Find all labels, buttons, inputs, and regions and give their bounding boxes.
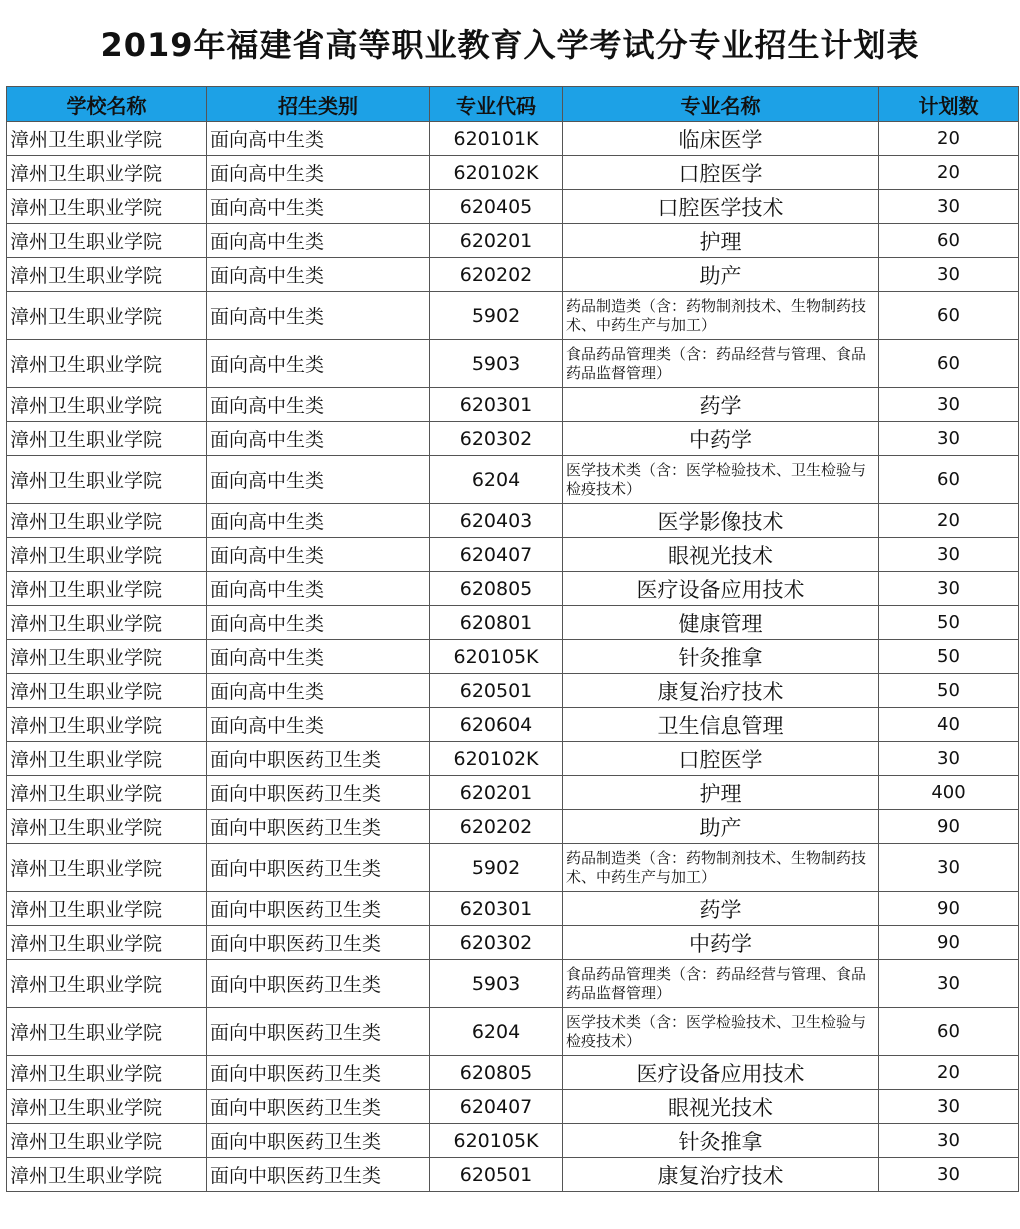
category-cell: 面向中职医药卫生类 [207, 892, 430, 926]
school-cell: 漳州卫生职业学院 [7, 960, 207, 1008]
code-cell: 620407 [430, 1090, 563, 1124]
school-cell: 漳州卫生职业学院 [7, 1056, 207, 1090]
category-cell: 面向高中生类 [207, 156, 430, 190]
table-row [7, 122, 1019, 156]
plan-cell: 30 [879, 844, 1019, 892]
plan-cell: 90 [879, 810, 1019, 844]
major-cell: 口腔医学 [563, 156, 879, 190]
code-cell: 620101K [430, 122, 563, 156]
major-cell: 口腔医学 [563, 742, 879, 776]
plan-cell: 30 [879, 190, 1019, 224]
table-row [7, 1008, 1019, 1056]
category-cell: 面向中职医药卫生类 [207, 776, 430, 810]
table-row [7, 422, 1019, 456]
code-cell: 5902 [430, 844, 563, 892]
school-cell: 漳州卫生职业学院 [7, 1158, 207, 1192]
major-cell: 眼视光技术 [563, 1090, 879, 1124]
plan-cell: 20 [879, 156, 1019, 190]
school-cell: 漳州卫生职业学院 [7, 258, 207, 292]
category-cell: 面向高中生类 [207, 422, 430, 456]
major-cell: 针灸推拿 [563, 640, 879, 674]
table-row [7, 708, 1019, 742]
plan-cell: 50 [879, 606, 1019, 640]
code-cell: 620407 [430, 538, 563, 572]
major-cell: 医疗设备应用技术 [563, 572, 879, 606]
plan-cell: 50 [879, 640, 1019, 674]
major-cell: 药品制造类（含：药物制剂技术、生物制药技术、中药生产与加工） [563, 844, 879, 892]
code-cell: 620302 [430, 422, 563, 456]
major-cell: 眼视光技术 [563, 538, 879, 572]
plan-cell: 30 [879, 742, 1019, 776]
major-cell: 药品制造类（含：药物制剂技术、生物制药技术、中药生产与加工） [563, 292, 879, 340]
school-cell: 漳州卫生职业学院 [7, 456, 207, 504]
plan-cell: 60 [879, 456, 1019, 504]
category-cell: 面向高中生类 [207, 674, 430, 708]
table-row [7, 926, 1019, 960]
plan-cell: 30 [879, 1158, 1019, 1192]
plan-cell: 40 [879, 708, 1019, 742]
school-cell: 漳州卫生职业学院 [7, 926, 207, 960]
plan-cell: 50 [879, 674, 1019, 708]
school-cell: 漳州卫生职业学院 [7, 156, 207, 190]
code-cell: 620405 [430, 190, 563, 224]
school-cell: 漳州卫生职业学院 [7, 776, 207, 810]
plan-cell: 90 [879, 926, 1019, 960]
header-plan: 计划数 [879, 87, 1019, 122]
school-cell: 漳州卫生职业学院 [7, 1090, 207, 1124]
page-title: 2019年福建省高等职业教育入学考试分专业招生计划表 [100, 26, 920, 64]
major-cell: 卫生信息管理 [563, 708, 879, 742]
code-cell: 620302 [430, 926, 563, 960]
school-cell: 漳州卫生职业学院 [7, 708, 207, 742]
school-cell: 漳州卫生职业学院 [7, 606, 207, 640]
header-major: 专业名称 [563, 87, 879, 122]
table-row [7, 1056, 1019, 1090]
code-cell: 620604 [430, 708, 563, 742]
category-cell: 面向高中生类 [207, 538, 430, 572]
major-cell: 健康管理 [563, 606, 879, 640]
school-cell: 漳州卫生职业学院 [7, 122, 207, 156]
table-row [7, 156, 1019, 190]
major-cell: 口腔医学技术 [563, 190, 879, 224]
table-body [7, 122, 1019, 1192]
table-header-row [7, 87, 1019, 122]
category-cell: 面向中职医药卫生类 [207, 844, 430, 892]
plan-cell: 20 [879, 1056, 1019, 1090]
school-cell: 漳州卫生职业学院 [7, 340, 207, 388]
table-row [7, 1124, 1019, 1158]
major-cell: 助产 [563, 810, 879, 844]
school-cell: 漳州卫生职业学院 [7, 292, 207, 340]
code-cell: 6204 [430, 1008, 563, 1056]
category-cell: 面向高中生类 [207, 340, 430, 388]
school-cell: 漳州卫生职业学院 [7, 674, 207, 708]
enrollment-plan-table [6, 86, 1019, 1192]
major-cell: 医学技术类（含：医学检验技术、卫生检验与检疫技术） [563, 1008, 879, 1056]
plan-cell: 60 [879, 340, 1019, 388]
category-cell: 面向高中生类 [207, 388, 430, 422]
category-cell: 面向中职医药卫生类 [207, 742, 430, 776]
code-cell: 620501 [430, 674, 563, 708]
major-cell: 医学影像技术 [563, 504, 879, 538]
table-row [7, 606, 1019, 640]
school-cell: 漳州卫生职业学院 [7, 504, 207, 538]
table-row [7, 292, 1019, 340]
school-cell: 漳州卫生职业学院 [7, 892, 207, 926]
school-cell: 漳州卫生职业学院 [7, 810, 207, 844]
category-cell: 面向高中生类 [207, 572, 430, 606]
category-cell: 面向中职医药卫生类 [207, 960, 430, 1008]
plan-cell: 20 [879, 122, 1019, 156]
category-cell: 面向高中生类 [207, 504, 430, 538]
major-cell: 助产 [563, 258, 879, 292]
code-cell: 620805 [430, 572, 563, 606]
plan-cell: 30 [879, 258, 1019, 292]
school-cell: 漳州卫生职业学院 [7, 1008, 207, 1056]
table-row [7, 640, 1019, 674]
table-row [7, 224, 1019, 258]
plan-cell: 30 [879, 538, 1019, 572]
header-category: 招生类别 [207, 87, 430, 122]
major-cell: 医疗设备应用技术 [563, 1056, 879, 1090]
code-cell: 5902 [430, 292, 563, 340]
category-cell: 面向中职医药卫生类 [207, 1008, 430, 1056]
code-cell: 620201 [430, 224, 563, 258]
school-cell: 漳州卫生职业学院 [7, 388, 207, 422]
plan-cell: 60 [879, 1008, 1019, 1056]
table-row [7, 1158, 1019, 1192]
code-cell: 620301 [430, 892, 563, 926]
plan-cell: 90 [879, 892, 1019, 926]
table-row [7, 892, 1019, 926]
code-cell: 620202 [430, 810, 563, 844]
code-cell: 620102K [430, 742, 563, 776]
plan-cell: 30 [879, 960, 1019, 1008]
category-cell: 面向高中生类 [207, 456, 430, 504]
major-cell: 护理 [563, 776, 879, 810]
table-row [7, 456, 1019, 504]
code-cell: 6204 [430, 456, 563, 504]
plan-cell: 30 [879, 1124, 1019, 1158]
category-cell: 面向中职医药卫生类 [207, 810, 430, 844]
plan-cell: 30 [879, 388, 1019, 422]
school-cell: 漳州卫生职业学院 [7, 190, 207, 224]
table-row [7, 572, 1019, 606]
school-cell: 漳州卫生职业学院 [7, 844, 207, 892]
table-row [7, 810, 1019, 844]
code-cell: 620801 [430, 606, 563, 640]
category-cell: 面向高中生类 [207, 190, 430, 224]
plan-cell: 400 [879, 776, 1019, 810]
code-cell: 5903 [430, 340, 563, 388]
plan-cell: 20 [879, 504, 1019, 538]
code-cell: 620202 [430, 258, 563, 292]
code-cell: 5903 [430, 960, 563, 1008]
category-cell: 面向高中生类 [207, 640, 430, 674]
school-cell: 漳州卫生职业学院 [7, 742, 207, 776]
category-cell: 面向中职医药卫生类 [207, 1056, 430, 1090]
code-cell: 620301 [430, 388, 563, 422]
code-cell: 620805 [430, 1056, 563, 1090]
table-row [7, 538, 1019, 572]
code-cell: 620102K [430, 156, 563, 190]
table-row [7, 388, 1019, 422]
major-cell: 药学 [563, 388, 879, 422]
major-cell: 康复治疗技术 [563, 674, 879, 708]
code-cell: 620403 [430, 504, 563, 538]
major-cell: 食品药品管理类（含：药品经营与管理、食品药品监督管理） [563, 960, 879, 1008]
category-cell: 面向中职医药卫生类 [207, 926, 430, 960]
category-cell: 面向高中生类 [207, 224, 430, 258]
category-cell: 面向中职医药卫生类 [207, 1124, 430, 1158]
major-cell: 食品药品管理类（含：药品经营与管理、食品药品监督管理） [563, 340, 879, 388]
code-cell: 620105K [430, 640, 563, 674]
major-cell: 中药学 [563, 926, 879, 960]
category-cell: 面向高中生类 [207, 258, 430, 292]
plan-cell: 30 [879, 422, 1019, 456]
header-code: 专业代码 [430, 87, 563, 122]
table-row [7, 960, 1019, 1008]
school-cell: 漳州卫生职业学院 [7, 572, 207, 606]
table-row [7, 674, 1019, 708]
table-row [7, 742, 1019, 776]
major-cell: 中药学 [563, 422, 879, 456]
plan-cell: 60 [879, 224, 1019, 258]
category-cell: 面向高中生类 [207, 606, 430, 640]
category-cell: 面向高中生类 [207, 122, 430, 156]
school-cell: 漳州卫生职业学院 [7, 1124, 207, 1158]
major-cell: 医学技术类（含：医学检验技术、卫生检验与检疫技术） [563, 456, 879, 504]
table-row [7, 1090, 1019, 1124]
table-row [7, 340, 1019, 388]
table-row [7, 504, 1019, 538]
code-cell: 620105K [430, 1124, 563, 1158]
major-cell: 针灸推拿 [563, 1124, 879, 1158]
category-cell: 面向中职医药卫生类 [207, 1158, 430, 1192]
major-cell: 护理 [563, 224, 879, 258]
table-row [7, 190, 1019, 224]
school-cell: 漳州卫生职业学院 [7, 538, 207, 572]
category-cell: 面向高中生类 [207, 708, 430, 742]
table-row [7, 258, 1019, 292]
school-cell: 漳州卫生职业学院 [7, 422, 207, 456]
major-cell: 临床医学 [563, 122, 879, 156]
school-cell: 漳州卫生职业学院 [7, 640, 207, 674]
school-cell: 漳州卫生职业学院 [7, 224, 207, 258]
code-cell: 620501 [430, 1158, 563, 1192]
header-school: 学校名称 [7, 87, 207, 122]
table-row [7, 844, 1019, 892]
category-cell: 面向中职医药卫生类 [207, 1090, 430, 1124]
major-cell: 康复治疗技术 [563, 1158, 879, 1192]
major-cell: 药学 [563, 892, 879, 926]
table-row [7, 776, 1019, 810]
plan-cell: 30 [879, 572, 1019, 606]
plan-cell: 60 [879, 292, 1019, 340]
code-cell: 620201 [430, 776, 563, 810]
category-cell: 面向高中生类 [207, 292, 430, 340]
plan-cell: 30 [879, 1090, 1019, 1124]
